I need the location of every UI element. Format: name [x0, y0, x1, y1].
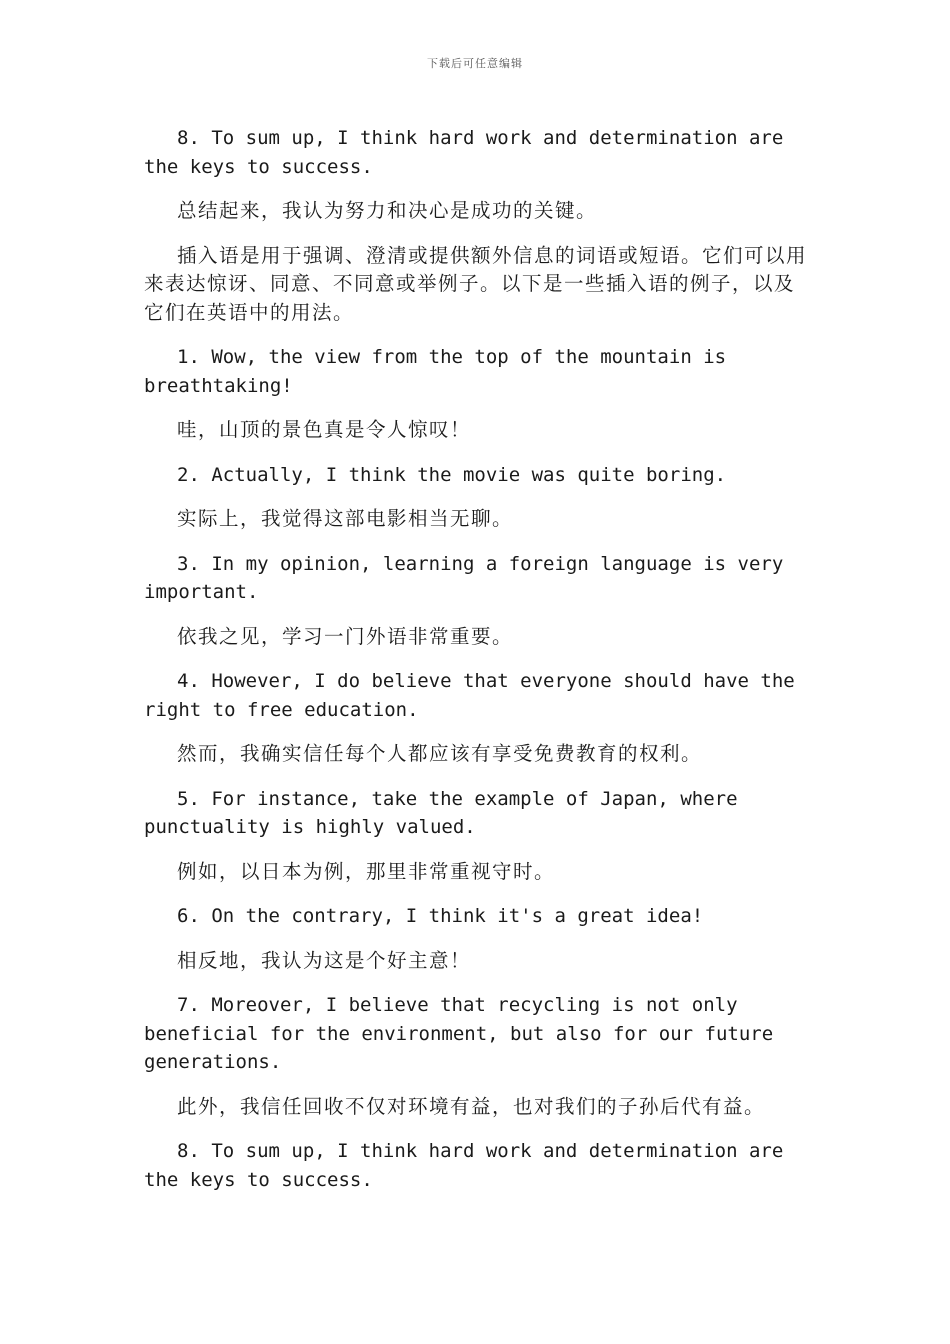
document-body	[144, 124, 814, 1210]
paragraph-en: 3. In my opinion, learning a foreign language is very important.	[144, 552, 784, 603]
paragraph-en: 8. To sum up, I think hard work and determination are the keys to success.	[144, 1140, 784, 1191]
paragraph-zh: 依我之见，学习一门外语非常重要。	[177, 624, 514, 648]
paragraph-en: 6. On the contrary, I think it's a great idea!	[177, 905, 704, 927]
paragraph-zh: 实际上，我觉得这部电影相当无聊。	[177, 507, 514, 530]
paragraph-en: 7. Moreover, I believe that recycling is not only beneficial for the environment, but also for our future generations.	[144, 994, 774, 1073]
paragraph-en: 2. Actually, I think the movie was quite boring.	[177, 463, 727, 486]
page-header: 下载后可任意编辑	[427, 57, 523, 70]
paragraph-en: 4. However, I do believe that everyone should have the right to free education.	[144, 670, 795, 721]
paragraph-en: 1. Wow, the view from the top of the mountain is breathtaking!	[144, 346, 727, 397]
paragraph-zh: 相反地，我认为这是个好主意！	[177, 948, 472, 972]
paragraph-zh: 总结起来，我认为努力和决心是成功的关键。	[177, 199, 598, 222]
paragraph-zh: 然而，我确实信任每个人都应该有享受免费教育的权利。	[177, 742, 703, 765]
paragraph-zh: 插入语是用于强调、澄清或提供额外信息的词语或短语。它们可以用来表达惊讶、同意、不同意或举例子。以下是一些插入语的例子，以及它们在英语中的用法。	[144, 243, 808, 324]
paragraph-zh: 此外，我信任回收不仅对环境有益，也对我们的子孙后代有益。	[177, 1094, 766, 1118]
paragraph-zh: 例如，以日本为例，那里非常重视守时。	[177, 859, 556, 883]
paragraph-zh: 哇，山顶的景色真是令人惊叹！	[177, 418, 472, 441]
paragraph-en: 8. To sum up, I think hard work and determination are the keys to success.	[144, 127, 784, 178]
paragraph-en: 5. For instance, take the example of Japan, where punctuality is highly valued.	[144, 787, 738, 838]
